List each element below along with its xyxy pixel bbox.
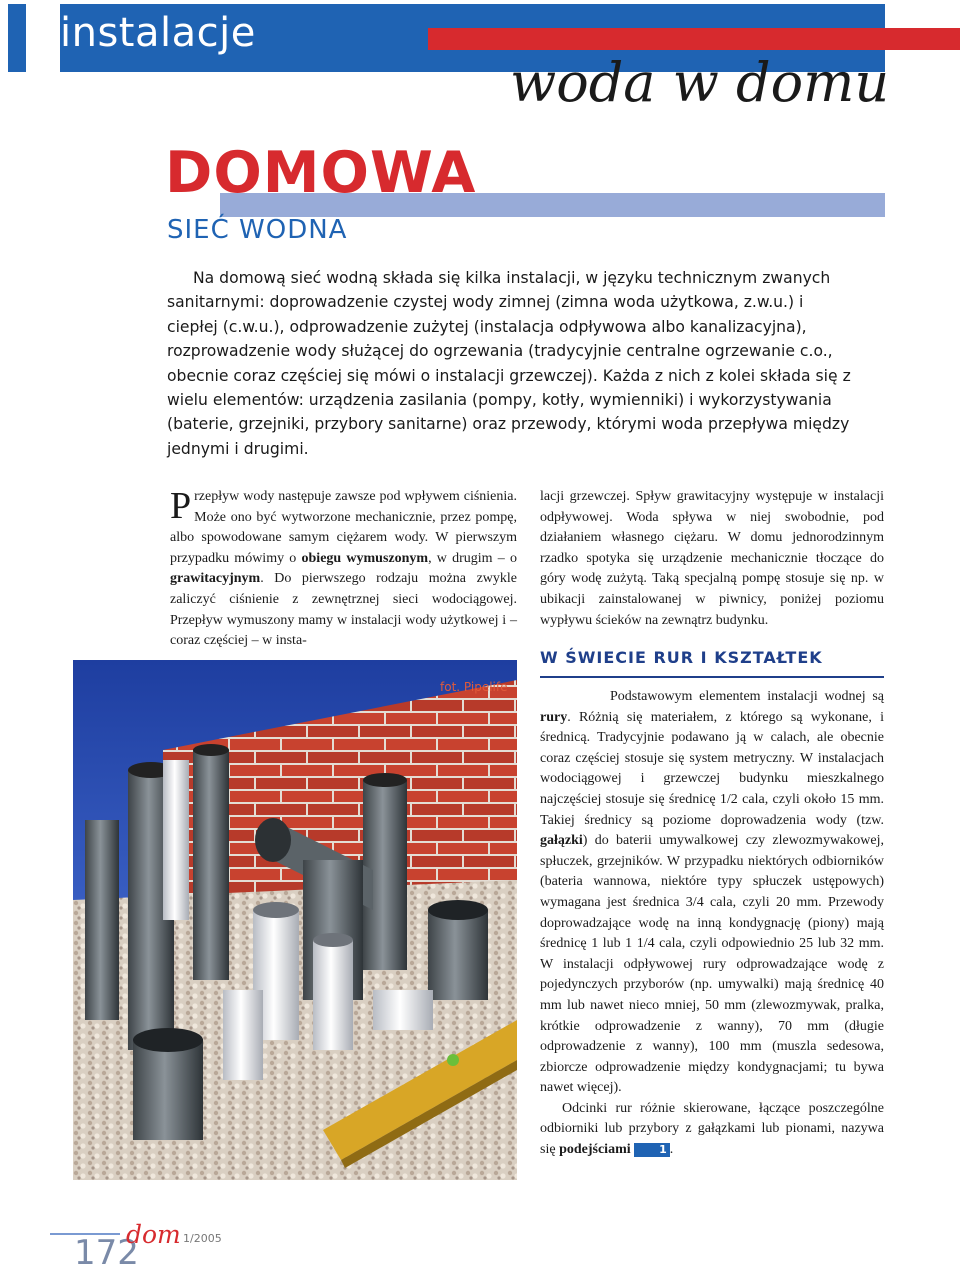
pipes-photo bbox=[73, 660, 517, 1180]
section-title: instalacje bbox=[60, 10, 256, 56]
left-accent-bar bbox=[8, 4, 26, 72]
category-title: woda w domu bbox=[510, 51, 890, 114]
text-run: rzepływ wody następuje zawsze pod wpływem ciśnienia. Może ono być wytworzone mechanicznie, przez pompę, albo spowodowane samym ciężarem wody. W pierwszym przypadku mówimy o bbox=[170, 489, 517, 566]
bold-term: rury bbox=[540, 709, 568, 725]
paragraph bbox=[540, 687, 884, 1099]
drop-cap: P bbox=[170, 485, 192, 527]
body-column-left bbox=[170, 487, 517, 652]
text-run: ) do baterii umywalkowej czy zlewozmywakowej, spłuczek, grzejników. W przypadku niektórych odbiorników (bateria wannowa, niektóre typy spłuczek ustępowych) wymagana jest średnica 3/4 cala, czyli 20 mm. Przewody doprowadzające wodę na inną kondygnację (piony) mają średnicę 1 lub 1 1/4 cala, czyli odpowiednio 25 lub 32 mm. W instalacji odpływowej rury odprowadzające wodę z pojedynczych przyborów (np. umywalki) mają średnicę 40 mm lub nawet nieco mniej, 50 mm (zlewozmywak, pralka, krótkie odprowadzenie z wanny), 70 mm (długie odprowadzenie z wanny), 100 mm (muszla sedesowa, zbiorcze odprowadzenie między kondygnacjami; tu bywa nawet więcej). bbox=[540, 833, 884, 1096]
pipes-photo-illustration bbox=[73, 660, 517, 1180]
text-run: , w drugim – o bbox=[428, 550, 517, 566]
article-lead: Na domową sieć wodną składa się kilka instalacji, w języku technicznym zwanych sanitarnymi: doprowadzenie czystej wody zimnej (zimna woda użytkowa, z.w.u.) i ciepłej (c.w.u.), odprowadzenie zużytej (instalacja odpływowa albo kanalizacyjna), rozprowadzenie wody służącej do ogrzewania (tradycyjnie centralne ogrzewanie c.o., obecnie coraz częściej się mówi o instalacji grzewczej). Każda z nich z kolei składa się z wielu elementów: urządzenia zasilania (pompy, kotły, wymienniki) i wykorzystywania (baterie, grzejniki, przybory sanitarne) oraz przewody, którymi woda przepływa między jednymi i drugimi. bbox=[167, 269, 851, 458]
page-number: 172 bbox=[74, 1233, 139, 1273]
magazine-logo: dom bbox=[126, 1220, 181, 1249]
body-column-right-top: lacji grzewczej. Spływ grawitacyjny występuje w instalacji odpływowej. Woda spływa w niej swobodnie, pod działaniem własnego ciężaru. W domu jednorodzinnym rzadko spotyka się urządzenie mechanicznie tłoczące do góry wodę zużytą. Taką specjalną pompę stosuje się np. w ubikacji zainstalowanej w piwnicy, poniżej poziomu wypływu ścieków na zewnątrz budynku. bbox=[540, 489, 884, 628]
red-accent-bar bbox=[428, 28, 960, 50]
figure-reference-badge: 1 bbox=[634, 1143, 670, 1157]
bold-term: obiegu wymuszonym bbox=[301, 550, 429, 566]
article-title: DOMOWA bbox=[165, 140, 477, 206]
text-run: . Różnią się materiałem, z którego są wykonane, i średnicą. Tradycyjnie podawano ją w calach, ale obecnie coraz częściej stosuje się system metryczny. W instalacjach wodociągowej i grzewczej budynku mieszkalnego najczęściej stosuje się średnicę 1/2 cala, czyli około 15 mm. Takiej średnicy są poziome doprowadzenia wody (tzw. bbox=[540, 709, 884, 828]
photo-credit: fot. Pipelife bbox=[440, 680, 508, 694]
text-run: . Do pierwszego rodzaju można zwykle zaliczyć ciśnienie z zewnętrznej sieci wodociągowej. Przepływ wymuszony mamy w instalacji wody użytkowej i – coraz częściej – w insta- bbox=[170, 571, 517, 649]
text-run: Podstawowym elementem instalacji wodnej są bbox=[610, 689, 884, 704]
article-subtitle: SIEĆ WODNA bbox=[167, 215, 348, 245]
text-run: . bbox=[669, 1142, 674, 1158]
bold-term: gałązki bbox=[540, 833, 583, 849]
subsection-rule bbox=[540, 676, 884, 678]
body-column-right-bottom bbox=[540, 687, 884, 1161]
text-run: Odcinki rur różnie skierowane, łączące poszczególne odbiorniki lub przybory z gałązkami lub pionami, nazywa się bbox=[540, 1100, 884, 1158]
subsection-heading: W ŚWIECIE RUR I KSZTAŁTEK bbox=[540, 648, 823, 667]
issue-number: 1/2005 bbox=[183, 1232, 222, 1245]
bold-term: podejściami bbox=[559, 1142, 631, 1158]
paragraph bbox=[540, 1099, 884, 1161]
bold-term: grawitacyjnym bbox=[170, 571, 261, 587]
